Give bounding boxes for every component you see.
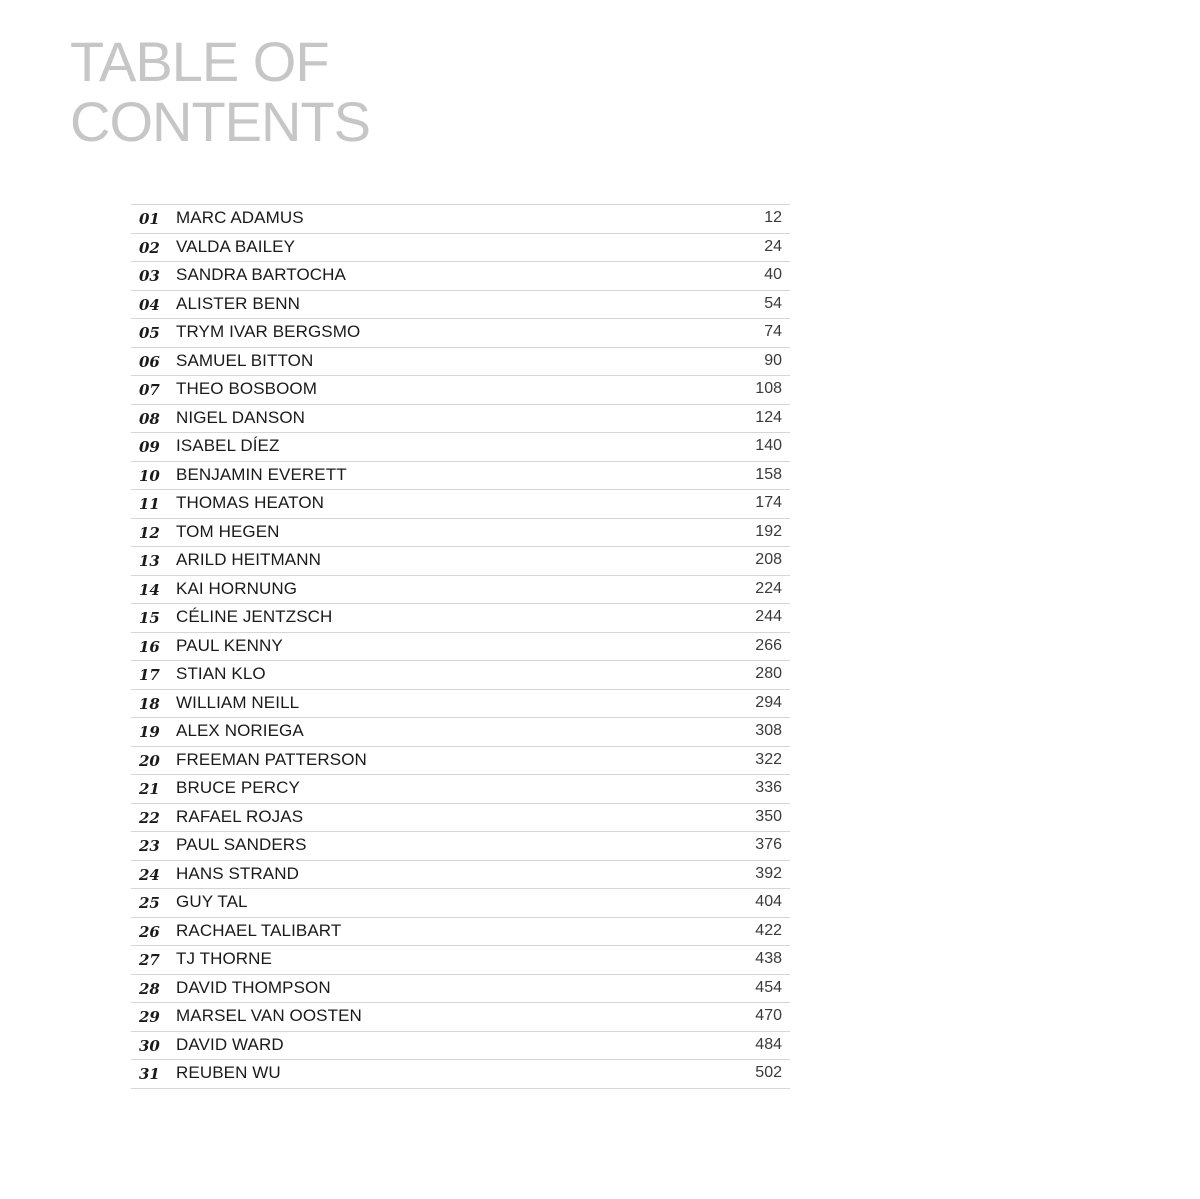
entry-page-number: 404 — [755, 893, 782, 910]
toc-entry[interactable] — [131, 490, 790, 519]
entry-number: 22 — [139, 808, 160, 827]
page-title-line-2: CONTENTS — [70, 90, 370, 153]
entry-number: 16 — [139, 637, 160, 656]
entry-name: FREEMAN PATTERSON — [176, 749, 367, 769]
entry-page-number: 392 — [755, 864, 782, 882]
entry-name: MARC ADAMUS — [176, 208, 304, 227]
page-title-line-1: TABLE OF — [70, 30, 329, 93]
entry-page-number: 208 — [755, 551, 782, 568]
entry-number: 06 — [139, 352, 160, 371]
entry-page-number: 336 — [755, 779, 782, 796]
entry-name: DAVID WARD — [176, 1034, 284, 1054]
entry-name: KAI HORNUNG — [176, 578, 298, 598]
entry-number: 05 — [139, 324, 160, 342]
entry-name: RACHAEL TALIBART — [176, 920, 342, 940]
toc-entry[interactable] — [131, 234, 790, 263]
entry-name: VALDA BAILEY — [176, 236, 296, 256]
entry-name: ARILD HEITMANN — [176, 550, 321, 569]
entry-page-number: 124 — [755, 408, 782, 426]
entry-name: GUY TAL — [176, 892, 248, 911]
entry-number: 25 — [139, 894, 160, 912]
entry-page-number: 484 — [755, 1035, 782, 1053]
toc-entry[interactable] — [131, 747, 790, 776]
entry-number: 24 — [139, 865, 160, 884]
entry-page-number: 280 — [755, 665, 782, 682]
entry-name: MARSEL VAN OOSTEN — [176, 1006, 362, 1025]
toc-entry[interactable] — [131, 547, 790, 576]
entry-number: 29 — [139, 1008, 160, 1026]
entry-number: 08 — [139, 409, 160, 428]
toc-entry[interactable] — [131, 319, 790, 348]
toc-entry[interactable] — [131, 462, 790, 491]
entry-name: PAUL KENNY — [176, 635, 283, 655]
entry-page-number: 54 — [764, 294, 782, 312]
toc-entry[interactable] — [131, 433, 790, 462]
entry-page-number: 244 — [755, 608, 782, 625]
entry-number: 26 — [139, 922, 160, 941]
entry-name: ALISTER BENN — [176, 293, 301, 313]
toc-entry[interactable] — [131, 405, 790, 434]
entry-name: SANDRA BARTOCHA — [176, 265, 346, 284]
entry-number: 04 — [139, 295, 160, 314]
entry-number: 23 — [139, 837, 160, 855]
toc-entry[interactable] — [131, 918, 790, 947]
entry-name: TJ THORNE — [176, 949, 272, 968]
entry-page-number: 350 — [755, 807, 782, 825]
toc-entry[interactable] — [131, 1060, 790, 1089]
entry-name: ISABEL DÍEZ — [176, 436, 280, 455]
entry-number: 21 — [139, 780, 160, 798]
entry-page-number: 322 — [755, 750, 782, 768]
table-of-contents — [131, 204, 790, 1089]
entry-page-number: 422 — [755, 921, 782, 939]
entry-name: WILLIAM NEILL — [176, 692, 300, 712]
entry-page-number: 266 — [755, 636, 782, 654]
entry-name: RAFAEL ROJAS — [176, 806, 304, 826]
entry-number: 13 — [139, 552, 160, 570]
entry-page-number: 294 — [755, 693, 782, 711]
entry-number: 10 — [139, 466, 160, 485]
entry-name: REUBEN WU — [176, 1063, 281, 1082]
entry-name: DAVID THOMPSON — [176, 977, 331, 997]
entry-name: STIAN KLO — [176, 664, 266, 683]
toc-entry[interactable] — [131, 975, 790, 1004]
entry-number: 27 — [139, 951, 160, 969]
toc-entry[interactable] — [131, 1032, 790, 1061]
entry-name: SAMUEL BITTON — [176, 350, 314, 370]
entry-number: 03 — [139, 267, 160, 285]
entry-name: TOM HEGEN — [176, 521, 280, 541]
entry-number: 28 — [139, 979, 160, 998]
entry-name: THOMAS HEATON — [176, 493, 325, 512]
entry-number: 31 — [139, 1065, 160, 1083]
toc-entry[interactable] — [131, 832, 790, 861]
entry-name: CÉLINE JENTZSCH — [176, 607, 333, 626]
toc-entry[interactable] — [131, 376, 790, 405]
entry-page-number: 454 — [755, 978, 782, 996]
entry-number: 12 — [139, 523, 160, 542]
entry-name: BENJAMIN EVERETT — [176, 464, 347, 484]
entry-page-number: 158 — [755, 465, 782, 483]
toc-entry[interactable] — [131, 889, 790, 918]
entry-number: 15 — [139, 609, 160, 627]
toc-entry[interactable] — [131, 861, 790, 890]
toc-entry[interactable] — [131, 262, 790, 291]
toc-entry[interactable] — [131, 804, 790, 833]
toc-entry[interactable] — [131, 604, 790, 633]
entry-name: BRUCE PERCY — [176, 778, 300, 797]
entry-name: NIGEL DANSON — [176, 407, 306, 427]
entry-page-number: 74 — [764, 323, 782, 340]
toc-entry[interactable] — [131, 576, 790, 605]
entry-name: ALEX NORIEGA — [176, 721, 304, 740]
entry-page-number: 140 — [755, 437, 782, 454]
entry-page-number: 376 — [755, 836, 782, 853]
entry-number: 02 — [139, 238, 160, 257]
toc-entry[interactable] — [131, 690, 790, 719]
entry-page-number: 502 — [755, 1064, 782, 1081]
entry-page-number: 174 — [755, 494, 782, 511]
entry-page-number: 108 — [755, 380, 782, 397]
toc-entry[interactable] — [131, 633, 790, 662]
entry-page-number: 40 — [764, 266, 782, 283]
entry-page-number: 24 — [764, 237, 782, 255]
entry-number: 18 — [139, 694, 160, 713]
toc-entry[interactable] — [131, 1003, 790, 1032]
entry-page-number: 438 — [755, 950, 782, 967]
entry-name: HANS STRAND — [176, 863, 299, 883]
entry-name: PAUL SANDERS — [176, 835, 307, 854]
entry-page-number: 308 — [755, 722, 782, 739]
entry-name: TRYM IVAR BERGSMO — [176, 322, 361, 341]
entry-page-number: 90 — [764, 351, 782, 369]
entry-page-number: 192 — [755, 522, 782, 540]
entry-page-number: 12 — [764, 209, 782, 226]
toc-entry[interactable] — [131, 291, 790, 320]
entry-page-number: 470 — [755, 1007, 782, 1024]
entry-number: 20 — [139, 751, 160, 770]
entry-number: 30 — [139, 1036, 160, 1055]
entry-page-number: 224 — [755, 579, 782, 597]
entry-number: 19 — [139, 723, 160, 741]
toc-entry[interactable] — [131, 205, 790, 234]
entry-number: 01 — [139, 210, 160, 228]
toc-entry[interactable] — [131, 348, 790, 377]
toc-entry[interactable] — [131, 775, 790, 804]
toc-entry[interactable] — [131, 946, 790, 975]
entry-number: 07 — [139, 381, 160, 399]
entry-number: 17 — [139, 666, 160, 684]
toc-entry[interactable] — [131, 661, 790, 690]
page-title — [70, 32, 370, 152]
entry-number: 09 — [139, 438, 160, 456]
toc-entry[interactable] — [131, 718, 790, 747]
entry-number: 11 — [139, 495, 160, 513]
entry-number: 14 — [139, 580, 160, 599]
entry-name: THEO BOSBOOM — [176, 379, 317, 398]
toc-entry[interactable] — [131, 519, 790, 548]
